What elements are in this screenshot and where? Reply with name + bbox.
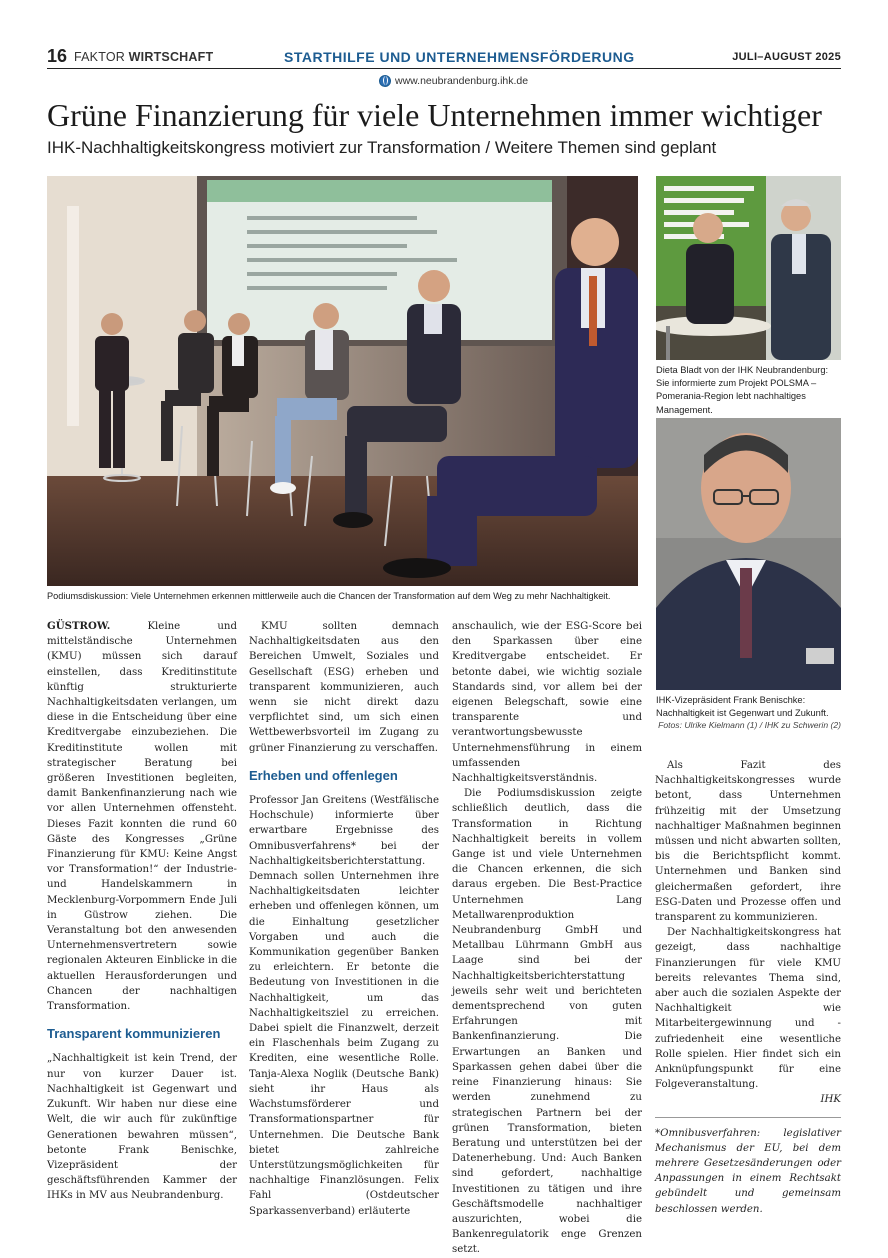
footnote: *Omnibusverfahren: legislativer Mechanismus der EU, bei dem mehrere Gesetzesänderungen oder Anpassungen in einem Rechtsakt gebündelt und gemeinsam beschlossen werden. — [655, 1127, 841, 1215]
subhead-transparent: Transparent kommunizieren — [47, 1026, 221, 1042]
article-column-1 — [47, 619, 237, 1204]
article-column-4 — [655, 758, 841, 1217]
paragraph: Als Fazit des Nachhaltigkeitskongresses wurde betont, dass Unternehmen frühzeitig mit der Umsetzung nachhaltiger Maßnahmen beginnen müssen und nicht abwarten sollten, bis die Berichtspflicht kommt. Unternehmen und Banken sind gleichermaßen gefordert, ihre ESG-Daten und Prozesse offen und transparent zu kommunizieren. — [655, 760, 841, 924]
article-column-2 — [249, 619, 439, 1219]
globe-icon — [379, 75, 391, 87]
side-photo-1-caption: Dieta Bladt von der IHK Neubrandenburg: Sie informierte zum Projekt POLSMA – Pomerania-Region lebt nachhaltiges Management. — [656, 365, 829, 415]
article-headline: Grüne Finanzierung für viele Unternehmen immer wichtiger — [47, 97, 822, 133]
paragraph: Der Nachhaltigkeitskongress hat gezeigt, dass nachhaltige Finanzierungen für viele KMU bereits relevantes Thema sind, aber auch die sozialen Aspekte der Nachhaltigkeit wie Mitarbeitergewinnung und -zufriedenheit eine wesentliche Rolle spielen. Hier findet sich ein Anknüpfungspunkt für eine Folgeveranstaltung. — [655, 927, 841, 1091]
page-header — [47, 46, 841, 69]
paragraph: „Nachhaltigkeit ist kein Trend, der nur von kurzer Dauer ist. Nachhaltigkeit ist Gegenwart und Zukunft. Wir haben nur diese eine Welt, die wir auch für zukünftige Generationen bewahren müssen“, betonte Frank Benischke, Vizepräsident der geschäftsführenden Kammer der IHKs in MV aus Neubrandenburg. — [47, 1053, 237, 1202]
side-photo-benischke — [656, 418, 841, 690]
subhead-erheben: Erheben und offenlegen — [249, 767, 398, 783]
panel-discussion-photo — [47, 176, 638, 586]
main-photo-caption: Podiumsdiskussion: Viele Unternehmen erkennen mittlerweile auch die Chancen der Transformation auf dem Weg zu mehr Nachhaltigkeit. — [47, 591, 611, 601]
dateline: GÜSTROW. — [47, 620, 111, 632]
publication-name — [74, 50, 213, 64]
website-text[interactable]: www.neubrandenburg.ihk.de — [395, 75, 529, 87]
page-number: 16 — [47, 46, 68, 66]
issue-date: JULI–AUGUST 2025 — [732, 51, 841, 63]
article-column-3 — [452, 619, 642, 1258]
paragraph: Professor Jan Greitens (Westfälische Hochschule) informierte über erwartbare Ergebnisse des Omnibusverfahrens* bei der Nachhaltigkeitsberichterstattung. Demnach sollen Unternehmen ihre Nachhaltigkeitsdaten leichter erheben und offenlegen können, um die Einhaltung gesetzlicher Vorgaben und auch die Kommunikation gegenüber Banken zu erleichtern. Er betonte die Bedeutung von Investitionen in die Nachhaltigkeit, um das Nachhaltigkeitsziel zu erreichen. Dabei spielt die Finanzwelt, derzeit ein Flaschenhals beim Zugang zu Krediten, eine wesentliche Rolle. Tanja-Alexa Noglik (Deutsche Bank) sieht ihr Haus als Wachstumsförderer und Transformationspartner für Unternehmen. Die Deutsche Bank bietet zahlreiche Unterstützungsmöglichkeiten für nachhaltige Finanzlösungen. Felix Fahl (Ostdeutscher Sparkassenverband) erläuterte — [249, 795, 439, 1217]
side-photo-2-caption: IHK-Vizepräsident Frank Benischke: Nachhaltigkeit ist Gegenwart und Zukunft. — [656, 695, 829, 719]
paragraph — [47, 619, 237, 1014]
paragraph: KMU sollten demnach Nachhaltigkeitsdaten aus den Bereichen Umwelt, Soziales und Gesellschaft (ESG) erheben und transparent kommunizieren, auch wenn sie nicht direkt dazu verpflichtet sind, um sich einen Wettbewerbsvorteil im Zugang zu grüner Finanzierung zu verschaffen. — [249, 621, 439, 754]
brand-bold: WIRTSCHAFT — [128, 50, 214, 64]
paragraph: anschaulich, wie der ESG-Score bei den Sparkassen über eine Kreditvergabe entscheidet. Er betonte dabei, wie wichtig soziale Standards sind, vor allem bei der eigenen Belegschaft, sowie eine transparente und verantwortungsbewusste Unternehmensführung in einem umfassenden Nachhaltigkeitsverständnis. — [452, 621, 642, 785]
article-subheadline: IHK-Nachhaltigkeitskongress motiviert zur Transformation / Weitere Themen sind geplant — [47, 138, 717, 157]
paragraph-text: Kleine und mittelständische Unternehmen (KMU) müssen sich darauf einstellen, dass Kreditinstitute künftig strukturierte Nachhaltigkeitsdaten verlangen, um diese in die Entscheidung über eine Kreditvergabe einzubeziehen. Die Kreditinstitute wollen mit strategischer Beratung bei größeren Investitionen begleiten, damit Bankenfinanzierung nach wie vor allen Unternehmen offensteht. Dieses Fazit konnten die rund 60 Gäste des Kongresses „Grüne Finanzierung für KMU: Keine Angst vor Transformation!“ der Industrie- und Handelskammern in Mecklenburg-Vorpommern Ende Juli in Güstrow ziehen. Die Veranstaltung bot den anwesenden Unternehmensvertretern sowie regionalen Akteuren Einblicke in die aktuellen Herausforderungen und Chancen der nachhaltigen Transformation. — [47, 621, 237, 1013]
footnote-divider — [655, 1117, 841, 1118]
side-photo-bladt — [656, 176, 841, 360]
photo-credit: Fotos: Ulrike Kielmann (1) / IHK zu Schwerin (2) — [658, 720, 841, 730]
paragraph: Die Podiumsdiskussion zeigte schließlich deutlich, dass die Transformation in Richtung Nachhaltigkeit bereits in vollem Gange ist und viele Unternehmen die Chancen erkennen, die sich daraus ergeben. Die Best-Practice Unternehmen Lang Metallwarenproduktion Neubrandenburg GmbH und Metallbau Lührmann GmbH aus Laage sind bei der Nachhaltigkeitsberichterstattung jeweils sehr weit und berichteten dementsprechend von guten Erfahrungen mit Bankenfinanzierung. Die Erwartungen an Banken und Sparkassen gehen dabei über die reine Finanzierung hinaus: Sie werden zunehmend zu strategischen Partnern bei der grünen Transformation, bieten Beratung und unterstützen bei der Datenerhebung. Und: Auch Banken sind gefordert, nachhaltige Investitionen zu tätigen und ihre Geschäftsmodelle nachhaltiger auszurichten, wobei die Bankenregulatorik enge Grenzen setzt. — [452, 788, 642, 1256]
section-title: STARTHILFE UND UNTERNEHMENSFÖRDERUNG — [284, 49, 635, 65]
website-link[interactable] — [379, 75, 528, 87]
author-signature: IHK — [820, 1094, 841, 1106]
brand-light: FAKTOR — [74, 50, 125, 64]
